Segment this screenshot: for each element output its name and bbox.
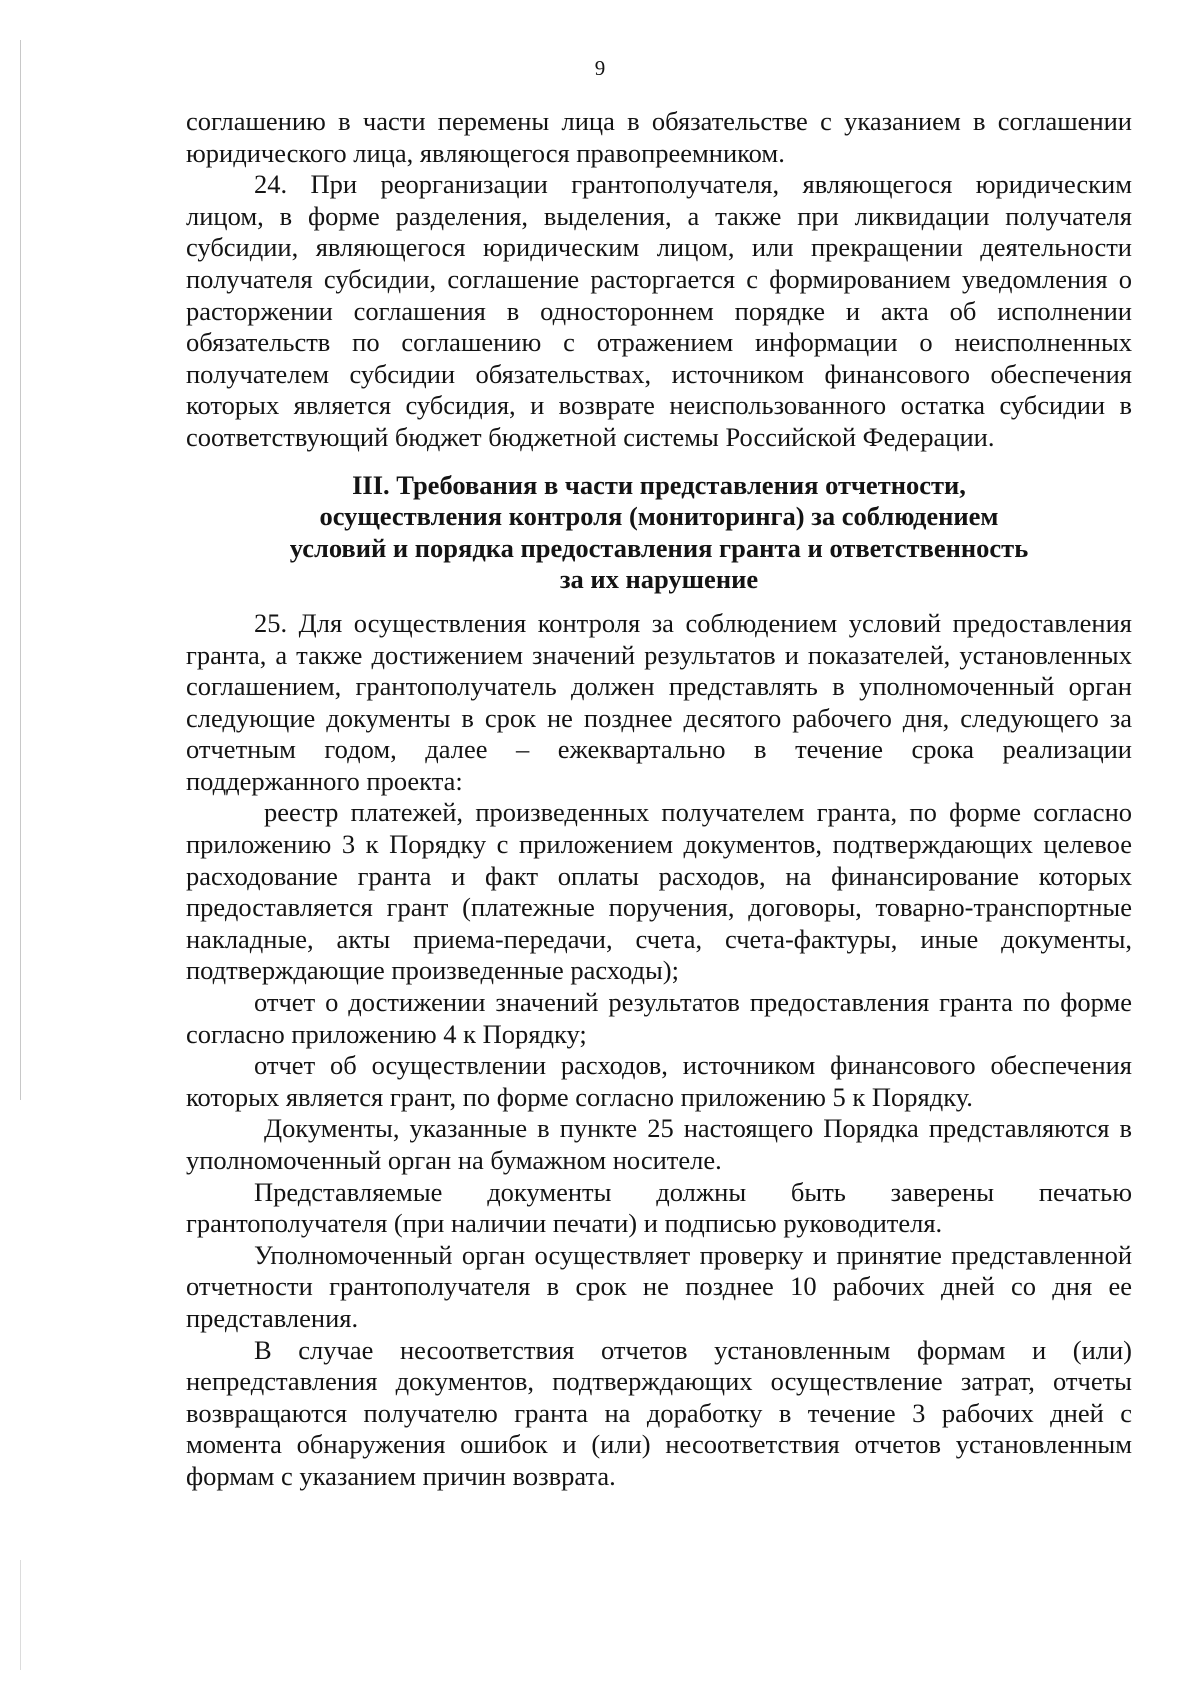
scan-edge-mark <box>20 1560 21 1670</box>
paragraph-return: В случае несоответствия отчетов установленным формам и (или) непредставления документов, подтверждающих осуществление затрат, отчеты возвращаются получателю гранта на доработку в течение 3 рабочих дней с момента обнаружения ошибок и (или) несоответствия отчетов установленным формам с указанием причин возврата. <box>186 1334 1132 1491</box>
section-heading-line: осуществления контроля (мониторинга) за соблюдением <box>319 501 999 532</box>
section-heading-line: III. Требования в части представления отчетности, <box>352 469 966 500</box>
paragraph-registry: реестр платежей, произведенных получателем гранта, по форме согласно приложению 3 к Порядку с приложением документов, подтверждающих целевое расходование гранта и факт оплаты расходов, на финансирование которых предоставляется грант (платежные поручения, договоры, товарно-транспортные накладные, акты приема-передачи, счета, счета-фактуры, иные документы, подтверждающие произведенные расходы); <box>186 797 1132 986</box>
paragraph-25: 25. Для осуществления контроля за соблюдением условий предоставления гранта, а также достижением значений результатов и показателей, установленных соглашением, грантополучатель должен представлять в уполномоченный орган следующие документы в срок не позднее десятого рабочего дня, следующего за отчетным годом, далее – ежеквартально в течение срока реализации поддержанного проекта: <box>186 607 1132 796</box>
section-heading-line: условий и порядка предоставления гранта и ответственность <box>289 532 1029 563</box>
paragraph-continuation: соглашению в части перемены лица в обязательстве с указанием в соглашении юридического лица, являющегося правопреемником. <box>186 106 1132 168</box>
paragraph-paper-submission: Документы, указанные в пункте 25 настоящего Порядка представляются в уполномоченный орган на бумажном носителе. <box>186 1113 1132 1175</box>
page-number: 9 <box>594 56 606 80</box>
paragraph-24: 24. При реорганизации грантополучателя, являющегося юридическим лицом, в форме разделения, выделения, а также при ликвидации получателя субсидии, являющегося юридическим лицом, или прекращении деятельности получателя субсидии, соглашение расторгается с формированием уведомления о расторжении соглашения в одностороннем порядке и акта об исполнении обязательств по соглашению с отражением информации о неисполненных получателем субсидии обязательствах, источником финансового обеспечения которых является субсидия, и возврате неиспользованного остатка субсидии в соответствующий бюджет бюджетной системы Российской Федерации. <box>186 169 1132 452</box>
paragraph-verification: Уполномоченный орган осуществляет проверку и принятие представленной отчетности грантополучателя в срок не позднее 10 рабочих дней со дня ее представления. <box>186 1239 1132 1333</box>
section-heading-line: за их нарушение <box>559 564 759 595</box>
document-body <box>186 106 1132 1493</box>
paragraph-expenses-report: отчет об осуществлении расходов, источником финансового обеспечения которых является грант, по форме согласно приложению 5 к Порядку. <box>186 1050 1132 1112</box>
scan-edge-mark <box>20 40 21 1100</box>
paragraph-results-report: отчет о достижении значений результатов предоставления гранта по форме согласно приложению 4 к Порядку; <box>186 987 1132 1049</box>
paragraph-certification: Представляемые документы должны быть заверены печатью грантополучателя (при наличии печати) и подписью руководителя. <box>186 1176 1132 1239</box>
section-heading <box>186 470 1132 596</box>
